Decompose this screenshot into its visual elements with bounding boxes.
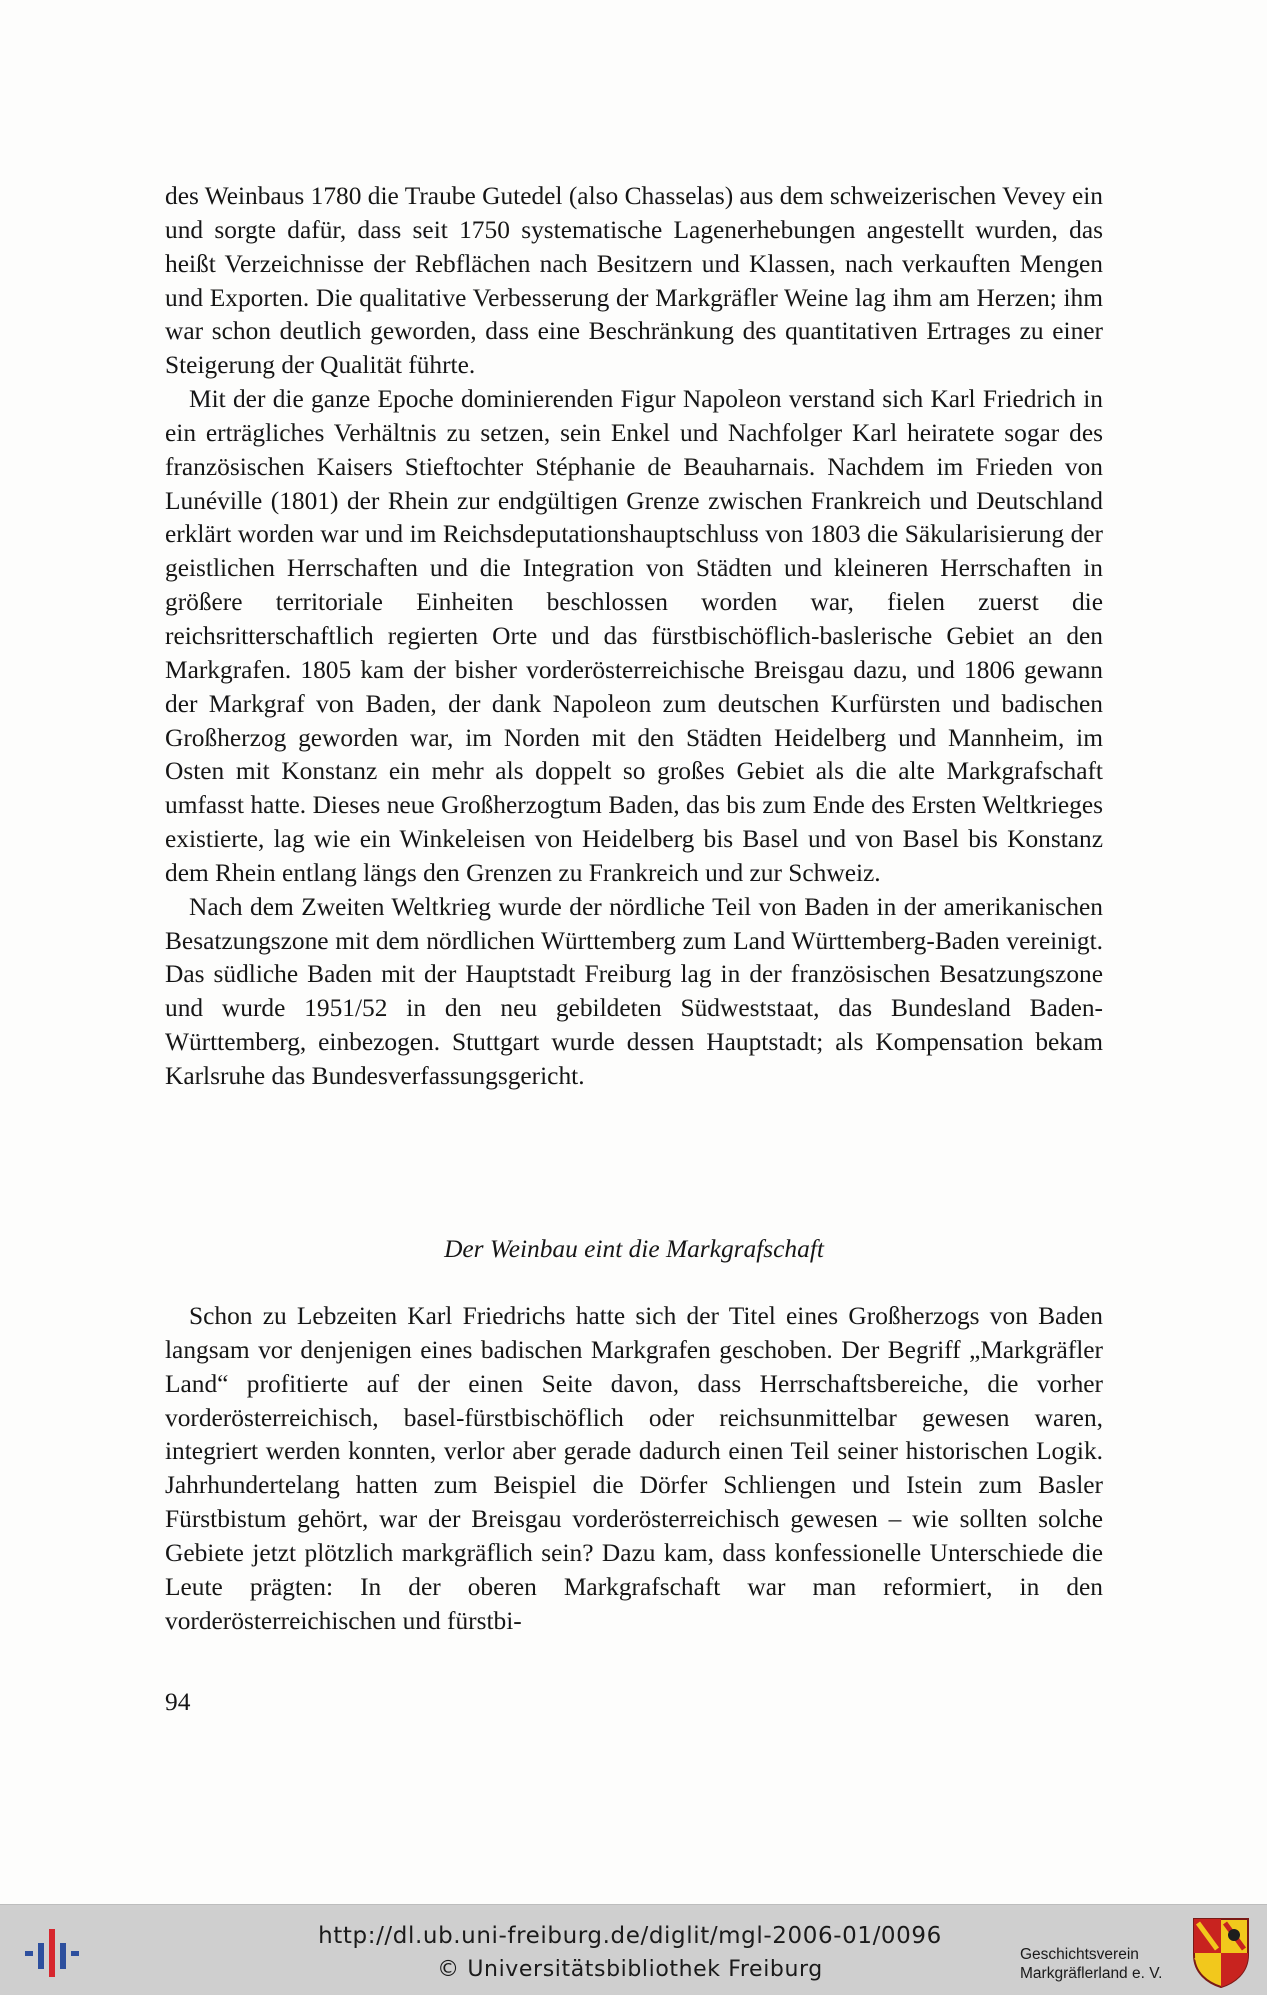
copyright-notice: © Universitätsbibliothek Freiburg <box>437 1957 823 1982</box>
permalink-url[interactable]: http://dl.ub.uni-freiburg.de/diglit/mgl-2006-01/0096 <box>318 1923 942 1949</box>
society-name-line1: Geschichtsverein <box>1020 1946 1139 1963</box>
ub-freiburg-logo-icon[interactable] <box>22 1923 82 1983</box>
section-heading: Der Weinbau eint die Markgrafschaft <box>444 1235 824 1263</box>
society-name-line2: Markgräflerland e. V. <box>1020 1965 1163 1982</box>
paragraph: des Weinbaus 1780 die Traube Gutedel (also Chasselas) aus dem schweizerischen Vevey ein und sorgte dafür, dass seit 1750 systematische Lagenerhebungen angestellt wurden, das heißt Verzeichnisse der Rebflächen nach Besitzern und Klassen, nach verkauften Mengen und Exporten. Die qualitative Verbesserung der Markgräfler Weine lag ihm am Herzen; ihm war schon deutlich geworden, dass eine Beschränkung des quantitativen Ertrages zu einer Steigerung der Qualität führte. <box>165 182 1103 380</box>
paragraph: Schon zu Lebzeiten Karl Friedrichs hatte sich der Titel eines Großherzogs von Baden langsam vor denjenigen eines badischen Markgrafen geschoben. Der Begriff „Markgräfler Land“ profitierte auf der einen Seite davon, dass Herrschaftsbereiche, die vorher vorderösterreichisch, basel-fürstbischöflich oder reichsunmittelbar gewesen waren, integriert werden konnten, verlor aber gerade dadurch einen Teil seiner historischen Logik. Jahrhundertelang hatten zum Beispiel die Dörfer Schliengen und Istein zum Basler Fürstbistum gehört, war der Breisgau vorderösterreichisch gewesen – wie sollten solche Gebiete jetzt plötzlich markgräflich sein? Dazu kam, dass konfessionelle Unterschiede die Leute prägten: In der oberen Markgrafschaft war man reformiert, in den vorderösterreichischen und fürstbi- <box>165 1302 1103 1635</box>
society-name <box>1020 1945 1180 1983</box>
paragraph: Mit der die ganze Epoche dominierenden Figur Napoleon verstand sich Karl Friedrich in ein erträgliches Verhältnis zu setzen, sein Enkel und Nachfolger Karl heiratete sogar des französischen Kaisers Stieftochter Stéphanie de Beauharnais. Nachdem im Frieden von Lunéville (1801) der Rhein zur endgültigen Grenze zwischen Frankreich und Deutschland erklärt worden war und im Reichsdeputationshauptschluss von 1803 die Säkularisierung der geistlichen Herrschaften und die Integration von Städten und kleineren Herrschaften in größere territoriale Einheiten beschlossen worden war, fielen zuerst die reichsritterschaftlich regierten Orte und das fürstbischöflich-baslerische Gebiet an den Markgrafen. 1805 kam der bisher vorderösterreichische Breisgau dazu, und 1806 gewann der Markgraf von Baden, der dank Napoleon zum deutschen Kurfürsten und badischen Großherzog geworden war, im Norden mit den Städten Heidelberg und Mannheim, im Osten mit Konstanz ein mehr als doppelt so großes Gebiet als die alte Markgrafschaft umfasst hatte. Dieses neue Großherzogtum Baden, das bis zum Ende des Ersten Weltkrieges existierte, lag wie ein Winkeleisen von Heidelberg bis Basel und von Basel bis Konstanz dem Rhein entlang längs den Grenzen zu Frankreich und zur Schweiz. <box>165 385 1103 887</box>
footer-citation <box>300 1919 960 1987</box>
coat-of-arms-icon <box>1190 1915 1252 1989</box>
paragraph: Nach dem Zweiten Weltkrieg wurde der nördliche Teil von Baden in der amerikanischen Besatzungszone mit dem nördlichen Württemberg zum Land Württemberg-Baden vereinigt. Das südliche Baden mit der Hauptstadt Freiburg lag in der französischen Besatzungszone und wurde 1951/52 in den neu gebildeten Südweststaat, das Bundesland Baden-Württemberg, einbezogen. Stuttgart wurde dessen Hauptstadt; als Kompensation bekam Karlsruhe das Bundesverfassungsgericht. <box>165 892 1103 1090</box>
body-text-bottom <box>165 1300 1103 1638</box>
body-text-top <box>165 180 1103 1094</box>
footer-bar <box>0 1904 1267 1995</box>
page-number: 94 <box>165 1688 191 1716</box>
